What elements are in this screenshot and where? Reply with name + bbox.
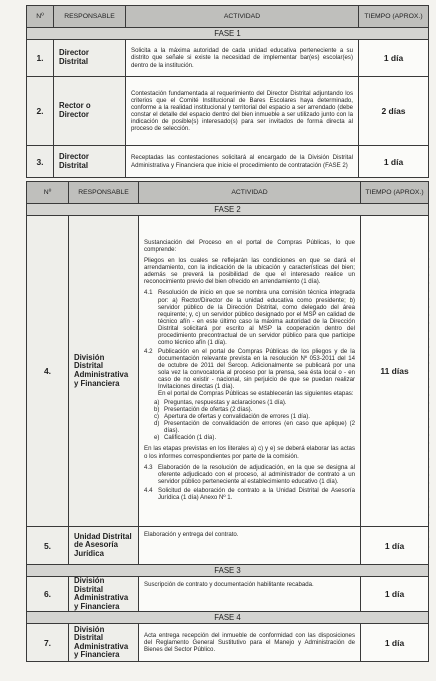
row-number: 2. bbox=[27, 77, 54, 146]
paragraph: Sustanciación del Proceso en el portal de Compras Públicas, lo que comprende: bbox=[144, 239, 355, 254]
row-responsable: Director Distrital bbox=[54, 40, 126, 77]
row-responsable: Unidad Distrital de Asesoría Jurídica bbox=[69, 527, 139, 565]
row-actividad: Acta entrega recepción del inmueble de conformidad con las disposiciones del Reglamento General Sustitutivo para el Manejo y Administración de Bienes del Sector Público. bbox=[139, 624, 361, 662]
stage-list bbox=[154, 399, 355, 441]
table-row bbox=[27, 77, 429, 146]
sub-item bbox=[144, 487, 355, 501]
header-responsable: RESPONSABLE bbox=[54, 6, 126, 28]
row-responsable: División Distrital Administrativa y Financiera bbox=[69, 624, 139, 662]
table-row bbox=[27, 146, 429, 178]
row-responsable: División Distrital Administrativa y Financiera bbox=[69, 577, 139, 612]
row-number: 3. bbox=[27, 146, 54, 178]
row-tiempo: 1 día bbox=[359, 40, 429, 77]
list-item-letter: e) bbox=[154, 434, 160, 442]
list-item-letter: c) bbox=[154, 413, 160, 421]
sub-item-paragraph: Publicación en el portal de Compras Públicas de los pliegos y de la documentación relevante prevista en la resolución Nº 053-2011 del 14 de octubre de 2011 del Sercop. Adicionalmente se publicará por una sola vez la convocatoria al proceso por la prensa, sea ésta local o - en caso de no existir - nacional, sin perjuicio de que se puedan realizar Invitaciones directas (1 día). bbox=[158, 347, 355, 391]
table-header-row bbox=[27, 182, 429, 204]
header-tiempo: TIEMPO (APROX.) bbox=[359, 6, 429, 28]
list-item bbox=[154, 420, 355, 434]
list-item-letter: d) bbox=[154, 420, 160, 428]
procedure-table-phase-1 bbox=[26, 5, 429, 178]
phase-label: FASE 4 bbox=[27, 612, 429, 624]
header-actividad: ACTIVIDAD bbox=[139, 182, 361, 204]
row-number: 1. bbox=[27, 40, 54, 77]
phase-row bbox=[27, 28, 429, 40]
sub-item-number: 4.2 bbox=[144, 347, 153, 355]
sub-item-number: 4.3 bbox=[144, 463, 153, 471]
list-item-letter: a) bbox=[154, 399, 160, 407]
row-actividad: Contestación fundamentada al requerimiento del Director Distrital adjuntando los criterios que el Comité Institucional de Bares Escolares haya determinado, conforme a la realidad institucional y territorial del espacio a ser arrendado (debe constar el detalle del espacio dentro del bien inmueble a ser utilizado junto con la indicación de posible(s) interesado(s) para ser invitados de forma directa al proceso de selección. bbox=[126, 77, 359, 146]
sub-item-text: Resolución de inicio en que se nombra una comisión técnica integrada por: a) Rector/Director de la unidad educativa como presidente; b) servidor público de la Dirección Distrital, como delegado del área requirente; y, c) un servidor público designado por el MSP en calidad de técnico afín - en este último caso la máxima autoridad de la Dirección Distrital solicitará por escrito al MSP la cooperación dentro del procedimiento precontractual de un servidor público para que participe como técnico afín (1 día). bbox=[158, 289, 355, 346]
table-header-row bbox=[27, 6, 429, 28]
header-responsable: RESPONSABLE bbox=[69, 182, 139, 204]
sub-item bbox=[144, 289, 355, 345]
sub-item-number: 4.1 bbox=[144, 289, 153, 297]
paragraph: Pliegos en los cuales se reflejarán las condiciones en que se dará el arrendamiento, con la indicación de la ubicación y características del bien; además se preverá la posibilidad de que el interesado realice un reconocimiento previo del bien ofrecido en arrendamiento (1 día). bbox=[144, 257, 355, 286]
paragraph: En las etapas previstas en los literales a) c) y e) se deberá elaborar las actas o los informes correspondientes por parte de la comisión. bbox=[144, 445, 355, 460]
procedure-table-phases-2-4 bbox=[26, 181, 429, 662]
sub-item-text bbox=[158, 348, 355, 397]
phase-label: FASE 3 bbox=[27, 565, 429, 577]
sub-item-number: 4.4 bbox=[144, 486, 153, 494]
phase-row bbox=[27, 612, 429, 624]
list-item bbox=[154, 413, 355, 420]
table-row bbox=[27, 624, 429, 662]
row-actividad: Receptadas las contestaciones solicitará al encargado de la División Distrital Administrativa y Financiera que inicie el procedimiento de contratación (FASE 2) bbox=[126, 146, 359, 178]
row-tiempo: 2 días bbox=[359, 77, 429, 146]
table-row bbox=[27, 216, 429, 527]
row-tiempo: 11 días bbox=[361, 216, 429, 527]
row-number: 6. bbox=[27, 577, 69, 612]
row-actividad bbox=[139, 216, 361, 527]
row-tiempo: 1 día bbox=[361, 624, 429, 662]
header-num: Nº bbox=[27, 6, 54, 28]
sub-item-text: Solicitud de elaboración de contrato a la Unidad Distrital de Asesoría Jurídica (1 día) Anexo Nº 1. bbox=[158, 486, 355, 501]
list-item-text: Presentación de convalidación de errores (en caso que aplique) (2 días). bbox=[164, 420, 355, 435]
list-item-text: Presentación de ofertas (2 días). bbox=[164, 406, 253, 414]
row-responsable: División Distrital Administrativa y Financiera bbox=[69, 216, 139, 527]
list-item bbox=[154, 406, 355, 413]
row-responsable: Rector o Director bbox=[54, 77, 126, 146]
list-item-text: Calificación (1 día). bbox=[164, 434, 217, 442]
phase-label: FASE 2 bbox=[27, 204, 429, 216]
list-item bbox=[154, 399, 355, 406]
row-tiempo: 1 día bbox=[359, 146, 429, 178]
phase-row bbox=[27, 204, 429, 216]
table-row bbox=[27, 40, 429, 77]
row-actividad: Elaboración y entrega del contrato. bbox=[139, 527, 361, 565]
row-actividad: Suscripción de contrato y documentación habilitante recabada. bbox=[139, 577, 361, 612]
row-number: 7. bbox=[27, 624, 69, 662]
table-row bbox=[27, 527, 429, 565]
sub-item bbox=[144, 348, 355, 397]
row-actividad: Solicita a la máxima autoridad de cada unidad educativa perteneciente a su distrito que señale si existe la necesidad de implementar bar(es) escolar(es) dentro de la institución. bbox=[126, 40, 359, 77]
phase-label: FASE 1 bbox=[27, 28, 429, 40]
row-tiempo: 1 día bbox=[361, 577, 429, 612]
header-tiempo: TIEMPO (APROX.) bbox=[361, 182, 429, 204]
row-number: 4. bbox=[27, 216, 69, 527]
list-item bbox=[154, 434, 355, 441]
sub-item-paragraph: En el portal de Compras Públicas se establecerán las siguientes etapas: bbox=[158, 390, 354, 398]
list-item-text: Apertura de ofertas y convalidación de errores (1 día). bbox=[164, 413, 310, 421]
phase-row bbox=[27, 565, 429, 577]
sub-item-text: Elaboración de la resolución de adjudicación, en la que se designa al oferente adjudicado con el proceso, al administrador de contrato a un servidor público perteneciente al establecimiento educativo (1 día). bbox=[158, 463, 355, 485]
header-num: Nº bbox=[27, 182, 69, 204]
list-item-text: Preguntas, respuestas y aclaraciones (1 día). bbox=[164, 399, 287, 407]
row-responsable: Director Distrital bbox=[54, 146, 126, 178]
row-number: 5. bbox=[27, 527, 69, 565]
table-row bbox=[27, 577, 429, 612]
row-tiempo: 1 día bbox=[361, 527, 429, 565]
list-item-letter: b) bbox=[154, 406, 160, 414]
header-actividad: ACTIVIDAD bbox=[126, 6, 359, 28]
sub-item bbox=[144, 464, 355, 485]
